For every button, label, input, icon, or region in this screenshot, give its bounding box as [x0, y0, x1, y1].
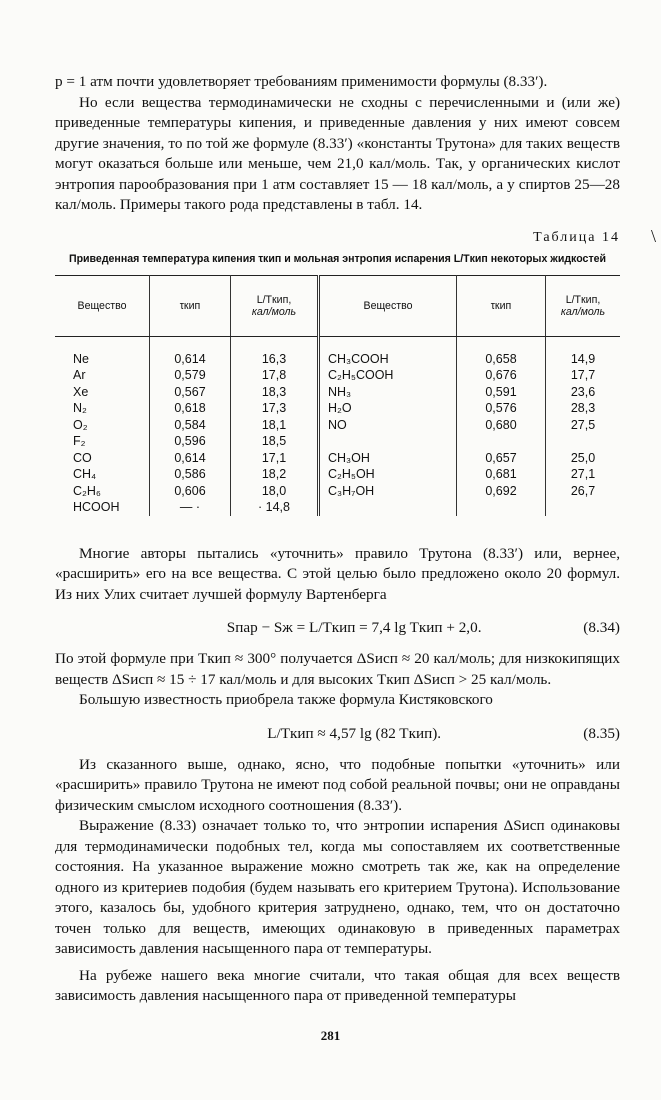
cell-tau: 0,591	[457, 384, 546, 401]
cell-substance: CH₃OH	[319, 450, 457, 467]
table-14	[55, 275, 620, 516]
cell-substance: H₂O	[319, 400, 457, 417]
table-row	[55, 417, 620, 434]
cell-substance: CO	[55, 450, 150, 467]
cell-substance: Xe	[55, 384, 150, 401]
table-row	[55, 367, 620, 384]
margin-mark: \	[651, 226, 657, 246]
formula-8-34-number: (8.34)	[583, 619, 620, 636]
formula-8-35	[55, 725, 620, 743]
cell-tau: 0,606	[150, 483, 231, 500]
cell-substance: C₃H₇OH	[319, 483, 457, 500]
page-number: 281	[320, 1028, 341, 1043]
cell-tau: 0,657	[457, 450, 546, 467]
cell-substance: N₂	[55, 400, 150, 417]
table-row	[55, 351, 620, 368]
cell-tau: 0,576	[457, 400, 546, 417]
cell-substance: C₂H₆	[55, 483, 150, 500]
paragraph-3: Многие авторы пытались «уточнить» правило Трутона (8.33′) или, вернее, «расширить» его на все вещества. С этой целью было предложено около 20 формул. Из них Улих считает лучшей формулу Вартенберга	[55, 544, 620, 603]
cell-tau: 0,567	[150, 384, 231, 401]
table-row	[55, 384, 620, 401]
cell-substance	[319, 433, 457, 450]
cell-lt	[546, 433, 621, 450]
cell-tau	[457, 433, 546, 450]
cell-lt: 17,8	[231, 367, 319, 384]
cell-lt: 18,0	[231, 483, 319, 500]
cell-tau: 0,596	[150, 433, 231, 450]
cell-lt: 17,1	[231, 450, 319, 467]
cell-tau: 0,681	[457, 466, 546, 483]
cell-lt: 14,9	[570, 351, 596, 366]
cell-lt	[546, 499, 621, 516]
cell-substance: Ar	[55, 367, 150, 384]
paragraph-5: Большую известность приобрела также формула Кистяковского	[79, 691, 493, 708]
col-substance-right: Вещество	[319, 275, 457, 336]
cell-substance: NO	[319, 417, 457, 434]
cell-substance: C₂H₅COOH	[319, 367, 457, 384]
cell-lt: 17,7	[570, 368, 596, 382]
cell-substance: Ne	[55, 351, 150, 368]
table-row	[55, 483, 620, 500]
col-substance-left: Вещество	[55, 275, 150, 336]
cell-lt: 18,2	[231, 466, 319, 483]
cell-tau: 0,614	[150, 351, 231, 368]
table-row	[55, 433, 620, 450]
cell-tau: — ·	[150, 499, 231, 516]
cell-lt: 17,3	[231, 400, 319, 417]
table-row	[55, 400, 620, 417]
col-tau-left: τкип	[150, 275, 231, 336]
col-tau-right: τкип	[457, 275, 546, 336]
col-lt-left: L/Tкип, кал/моль	[231, 275, 319, 336]
cell-tau: 0,658	[457, 351, 546, 368]
cell-tau: 0,584	[150, 417, 231, 434]
paragraph-1: p = 1 атм почти удовлетворяет требованиям применимости формулы (8.33′).	[55, 73, 548, 90]
cell-tau: 0,614	[150, 450, 231, 467]
cell-lt: 27,1	[570, 467, 596, 481]
cell-tau: 0,586	[150, 466, 231, 483]
paragraph-8: На рубеже нашего века многие считали, что такая общая для всех веществ зависимость давления насыщенного пара от приведенной температуры	[55, 966, 620, 1004]
formula-8-34-expression: Sпар − Sж = L/Tкип = 7,4 lg Tкип + 2,0.	[226, 619, 482, 636]
cell-lt: 18,5	[231, 433, 319, 450]
paragraph-2: Но если вещества термодинамически не сходны с перечисленными и (или же) приведенные температуры кипения, и приведенные давления у них имеют совсем другие значения, то по той же формуле (8.33′) «константы Трутона» для таких веществ могут оказаться больше или меньше, чем 21,0 кал/моль. Так, у органических кислот энтропия парообразования при 1 атм составляет 15 — 18 кал/моль, а у спиртов 25—28 кал/моль. Примеры такого рода представлены в табл. 14.	[55, 93, 620, 213]
cell-tau: 0,692	[457, 483, 546, 500]
cell-lt: 16,3	[231, 351, 319, 368]
cell-substance	[319, 499, 457, 516]
cell-substance: F₂	[55, 433, 150, 450]
cell-tau	[457, 499, 546, 516]
cell-lt: 28,3	[570, 401, 596, 415]
table-spacer-row	[55, 336, 620, 351]
table-number: Таблица 14	[533, 229, 620, 245]
cell-substance: NH₃	[319, 384, 457, 401]
cell-lt: 26,7	[570, 483, 596, 498]
cell-lt: 18,1	[231, 417, 319, 434]
table-caption: Приведенная температура кипения τкип и мольная энтропия испарения L/Tкип некоторых жидкостей	[68, 252, 607, 265]
formula-8-34	[55, 619, 620, 637]
paragraph-7: Выражение (8.33) означает только то, что энтропии испарения ΔSисп одинаковы для термодинамически подобных тел, когда мы сопоставляем их соответственные состояния. На указанное выражение можно смотреть так же, как на определение одного из критериев подобия (будем называть его критерием Трутона). Использование этого, казалось бы, удобного критерия затруднено, однако, тем, что он достаточно точен только для веществ, имеющих одинаковую в приведенных параметрах зависимость давления насыщенного пара от температуры.	[55, 817, 620, 957]
cell-tau: 0,680	[457, 417, 546, 434]
cell-substance: CH₄	[55, 466, 150, 483]
paragraph-6: Из сказанного выше, однако, ясно, что подобные попытки «уточнить» или «расширить» правило Трутона не имеют под собой реальной почвы; они не оправданы физическим смыслом исходного соотношения (8.33′).	[55, 755, 620, 814]
table-row	[55, 499, 620, 516]
cell-substance: O₂	[55, 417, 150, 434]
table-row	[55, 466, 620, 483]
cell-lt: 27,5	[570, 417, 596, 432]
cell-tau: 0,618	[150, 400, 231, 417]
table-body	[55, 336, 620, 516]
cell-substance: CH₃COOH	[319, 351, 457, 368]
cell-lt: · 14,8	[231, 499, 319, 516]
cell-lt: 18,3	[231, 384, 319, 401]
paragraph-4: По этой формуле при Tкип ≈ 300° получается ΔSисп ≈ 20 кал/моль; для низкокипящих веществ ΔSисп ≈ 15 ÷ 17 кал/моль и для высоких Tкип ΔSисп > 25 кал/моль.	[55, 650, 620, 688]
col-lt-right: L/Tкип, кал/моль	[546, 275, 621, 336]
cell-substance: HCOOH	[55, 499, 150, 516]
cell-tau: 0,579	[150, 367, 231, 384]
page-body	[55, 72, 620, 1007]
formula-8-35-number: (8.35)	[583, 724, 620, 742]
cell-lt: 23,6	[570, 384, 596, 399]
cell-lt: 25,0	[570, 450, 596, 465]
formula-8-35-expression: L/Tкип ≈ 4,57 lg (82 Tкип).	[267, 724, 442, 742]
cell-tau: 0,676	[457, 367, 546, 384]
table-row	[55, 450, 620, 467]
cell-substance: C₂H₅OH	[319, 466, 457, 483]
